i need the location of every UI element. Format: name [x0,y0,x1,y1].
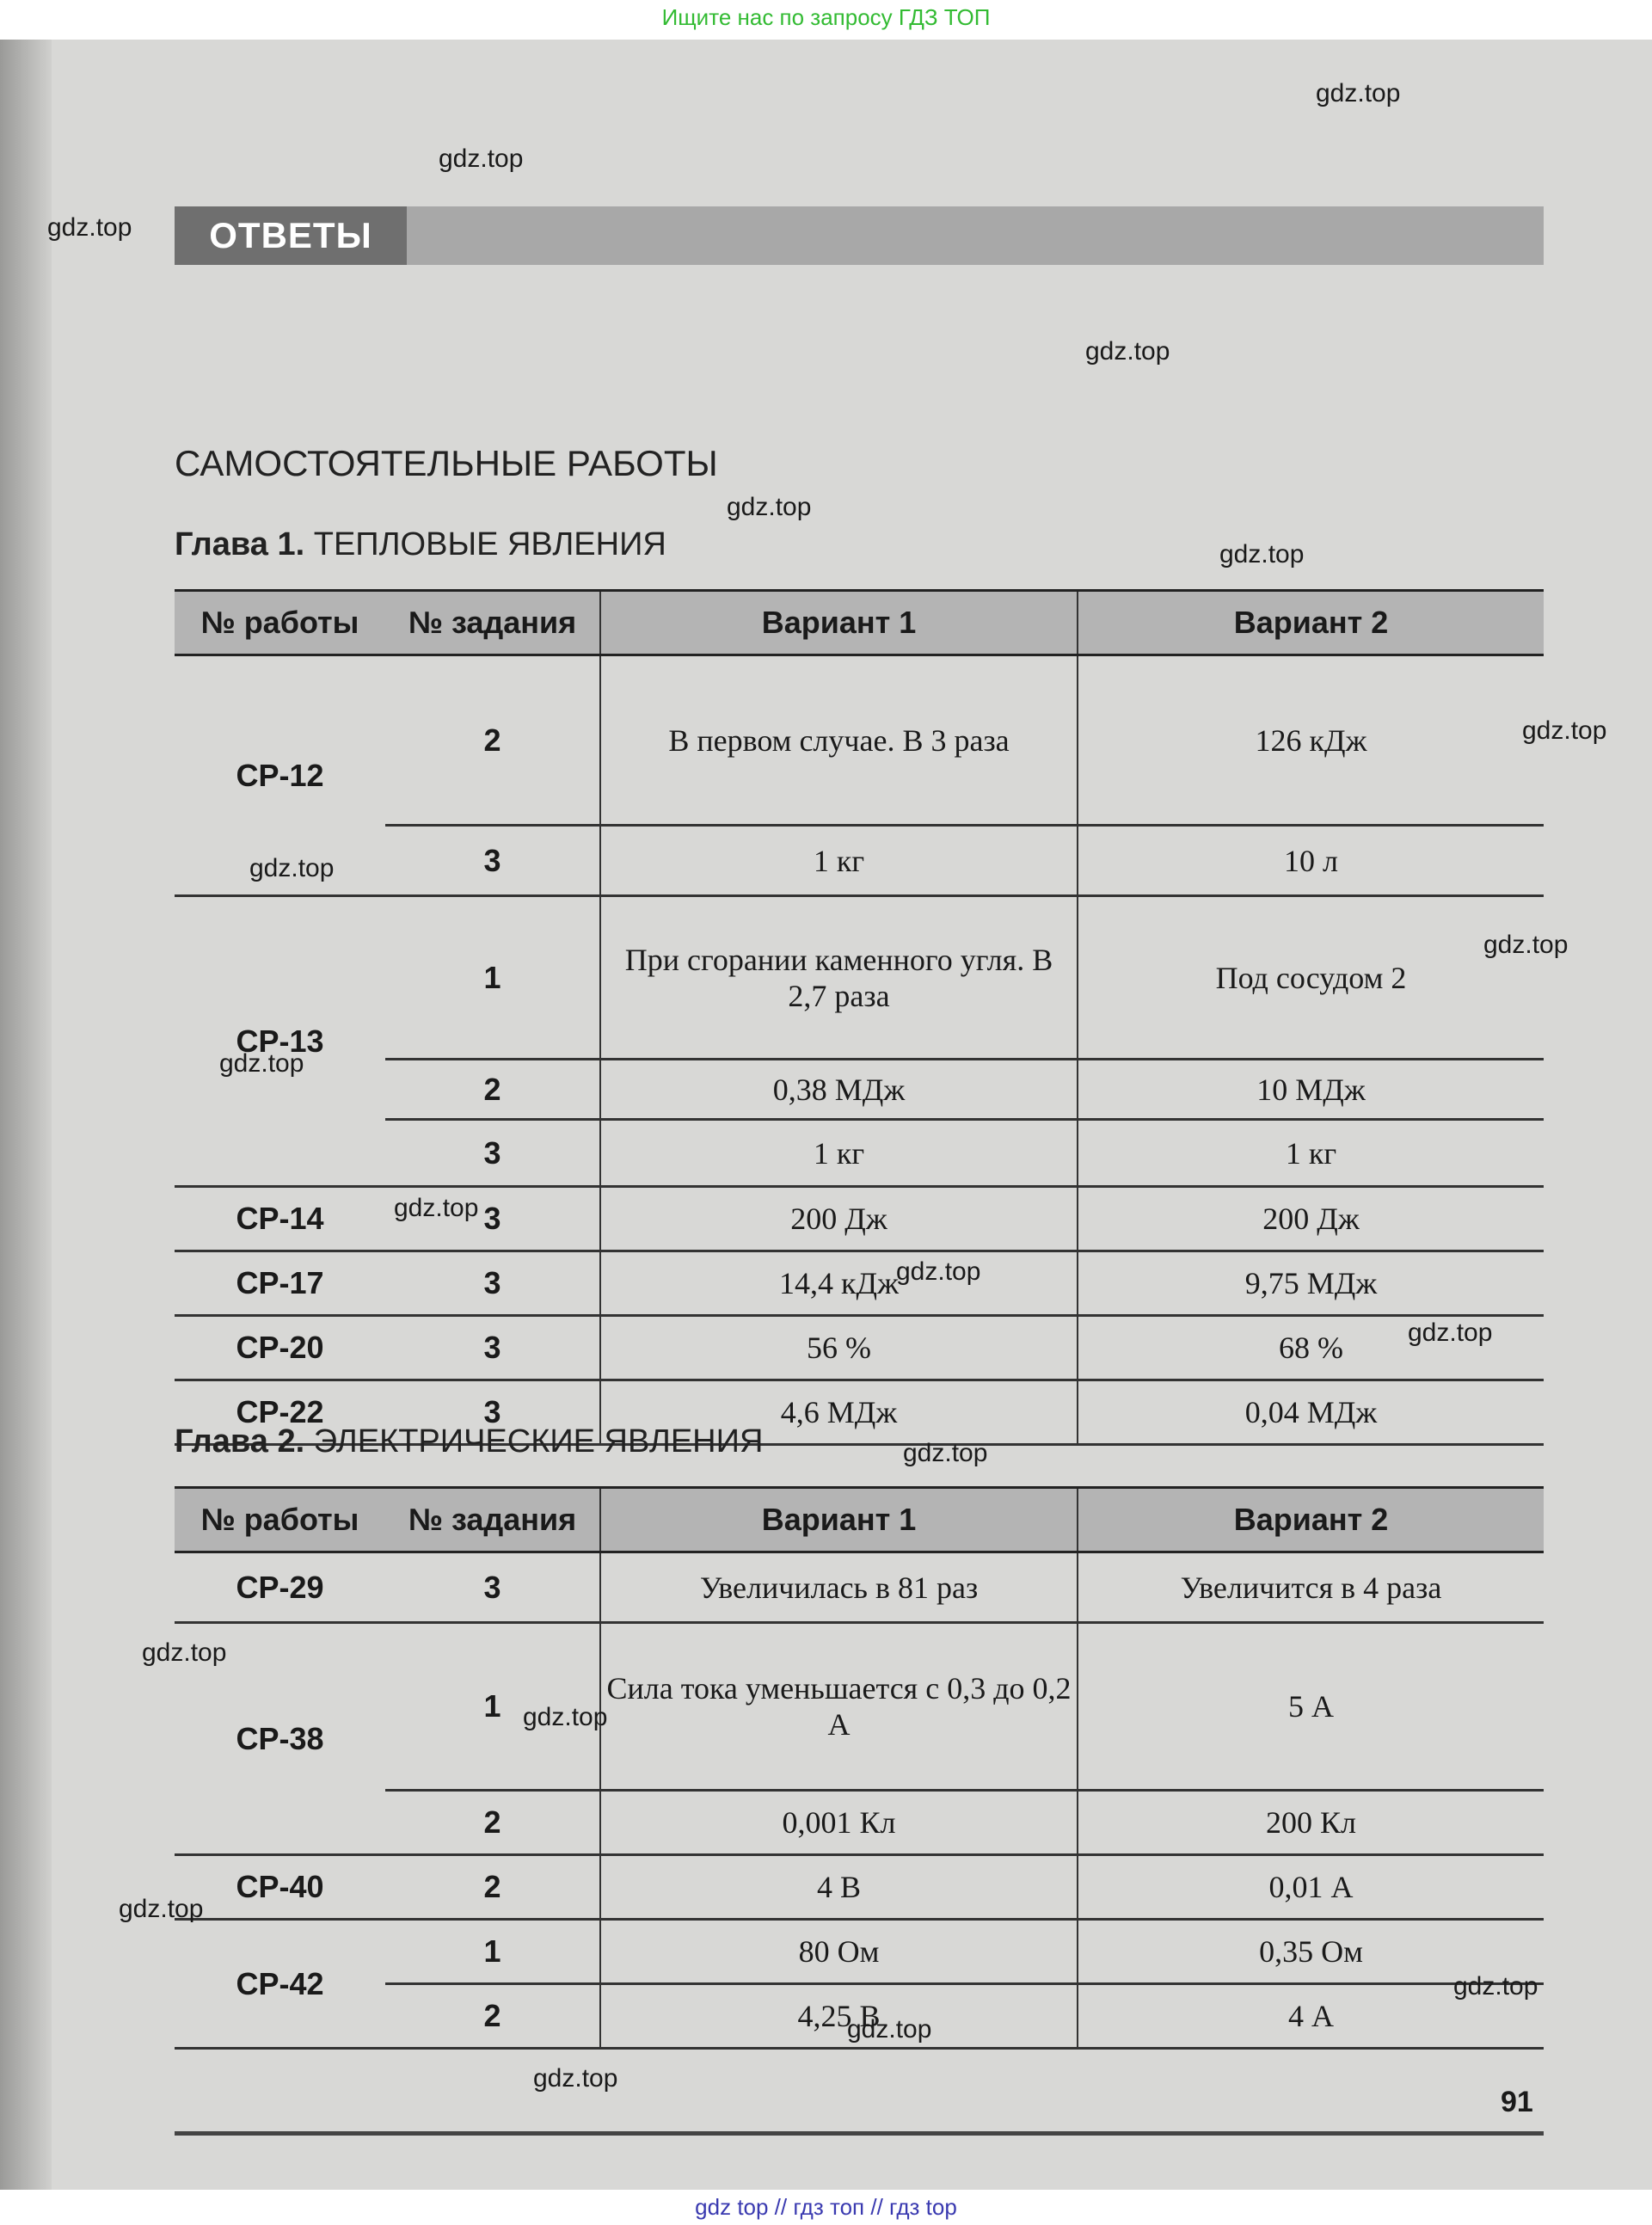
watermark: gdz.top [47,213,132,242]
variant2-answer: 10 л [1078,826,1544,896]
table-row [175,1552,1544,1623]
table-row [175,1187,1544,1251]
section-title: САМОСТОЯТЕЛЬНЫЕ РАБОТЫ [175,443,718,483]
variant2-answer: 0,04 МДж [1078,1380,1544,1445]
col-task-header: № задания [385,591,600,655]
task-number: 1 [385,1623,600,1791]
chapter-2-title: ЭЛЕКТРИЧЕСКИЕ ЯВЛЕНИЯ [313,1423,764,1460]
task-number: 3 [385,1120,600,1187]
table-header-row [175,591,1544,655]
variant2-answer: 126 кДж [1078,655,1544,826]
task-number: 3 [385,1316,600,1380]
watermark: gdz.top [1316,79,1401,108]
chapter-1-heading [175,526,666,563]
work-id: СР-13 [175,896,385,1187]
variant1-answer: При сгорании каменного угля. В 2,7 раза [600,896,1078,1060]
variant2-answer: 0,35 Ом [1078,1920,1544,1984]
watermark: gdz.top [1085,337,1170,366]
col-variant1-header: Вариант 1 [600,1488,1078,1552]
col-work-header: № работы [175,1488,385,1552]
col-work-header: № работы [175,591,385,655]
variant1-answer: 1 кг [600,826,1078,896]
book-spine-shadow [0,40,52,2190]
variant1-answer: 4,25 В [600,1984,1078,2049]
variant1-answer: 80 Ом [600,1920,1078,1984]
task-number: 2 [385,1060,600,1120]
variant2-answer: Увеличится в 4 раза [1078,1552,1544,1623]
task-number: 2 [385,1984,600,2049]
work-id: СР-29 [175,1552,385,1623]
variant2-answer: 68 % [1078,1316,1544,1380]
table-row [175,1623,1544,1791]
answers-table-chapter-2 [175,1486,1544,2050]
watermark: gdz.top [439,144,524,173]
variant2-answer: 0,01 А [1078,1855,1544,1920]
variant1-answer: 56 % [600,1316,1078,1380]
task-number: 2 [385,1791,600,1855]
work-id: СР-17 [175,1251,385,1316]
watermark: gdz.top [1408,1318,1493,1347]
watermark: gdz.top [1522,716,1607,745]
variant2-answer: 4 А [1078,1984,1544,2049]
watermark: gdz.top [249,854,335,882]
answers-table-chapter-1 [175,589,1544,1446]
col-variant2-header: Вариант 2 [1078,1488,1544,1552]
variant1-answer: 0,38 МДж [600,1060,1078,1120]
variant2-answer: 200 Кл [1078,1791,1544,1855]
task-number: 3 [385,1380,600,1445]
task-number: 2 [385,655,600,826]
variant1-answer: 0,001 Кл [600,1791,1078,1855]
watermark: gdz.top [523,1703,608,1731]
variant1-answer: Сила тока уменьшается с 0,3 до 0,2 А [600,1623,1078,1791]
work-id: СР-12 [175,655,385,896]
watermark: gdz.top [219,1049,304,1078]
variant2-answer: Под сосудом 2 [1078,896,1544,1060]
watermark: gdz.top [1219,540,1305,569]
chapter-2-label: Глава 2. [175,1423,305,1460]
variant2-answer: 1 кг [1078,1120,1544,1187]
variant1-answer: 14,4 кДж [600,1251,1078,1316]
task-number: 3 [385,1552,600,1623]
variant1-answer: 4 В [600,1855,1078,1920]
work-id: СР-38 [175,1623,385,1855]
variant2-answer: 200 Дж [1078,1187,1544,1251]
col-variant2-header: Вариант 2 [1078,591,1544,655]
variant2-answer: 9,75 МДж [1078,1251,1544,1316]
watermark: gdz.top [903,1439,988,1467]
task-number: 1 [385,896,600,1060]
watermark: gdz.top [394,1194,479,1222]
task-number: 3 [385,1251,600,1316]
chapter-1-label: Глава 1. [175,526,305,562]
variant2-answer: 10 МДж [1078,1060,1544,1120]
watermark: gdz.top [533,2064,618,2093]
chapter-1-title: ТЕПЛОВЫЕ ЯВЛЕНИЯ [313,526,666,562]
variant2-answer: 5 А [1078,1623,1544,1791]
watermark: gdz.top [142,1638,227,1667]
table-row [175,1920,1544,1984]
work-id: СР-20 [175,1316,385,1380]
page-number: 91 [1501,2086,1533,2118]
work-id: СР-14 [175,1187,385,1251]
variant1-answer: 1 кг [600,1120,1078,1187]
watermark: gdz.top [1453,1972,1538,2001]
work-id: СР-42 [175,1920,385,2049]
work-id: СР-40 [175,1855,385,1920]
task-number: 3 [385,826,600,896]
table-row [175,1855,1544,1920]
watermark: gdz.top [727,493,812,521]
variant1-answer: 4,6 МДж [600,1380,1078,1445]
watermark: gdz.top [896,1257,981,1286]
table-row [175,1251,1544,1316]
variant1-answer: В первом случае. В 3 раза [600,655,1078,826]
task-number: 1 [385,1920,600,1984]
work-id: СР-22 [175,1380,385,1445]
col-task-header: № задания [385,1488,600,1552]
page-bottom-rule [175,2131,1544,2136]
table-row [175,896,1544,1060]
col-variant1-header: Вариант 1 [600,591,1078,655]
table-row [175,1316,1544,1380]
variant1-answer: Увеличилась в 81 раз [600,1552,1078,1623]
bottom-banner[interactable]: gdz top // гдз топ // гдз top [695,2194,957,2220]
table-row [175,655,1544,826]
task-number: 2 [385,1855,600,1920]
task-number: 3 [385,1187,600,1251]
watermark: gdz.top [847,2015,932,2044]
chapter-2-heading [175,1423,763,1460]
top-banner[interactable]: Ищите нас по запросу ГДЗ ТОП [661,4,991,30]
header-title: ОТВЕТЫ [175,206,407,265]
variant1-answer: 200 Дж [600,1187,1078,1251]
watermark: gdz.top [1483,931,1569,959]
watermark: gdz.top [119,1895,204,1923]
table-header-row [175,1488,1544,1552]
